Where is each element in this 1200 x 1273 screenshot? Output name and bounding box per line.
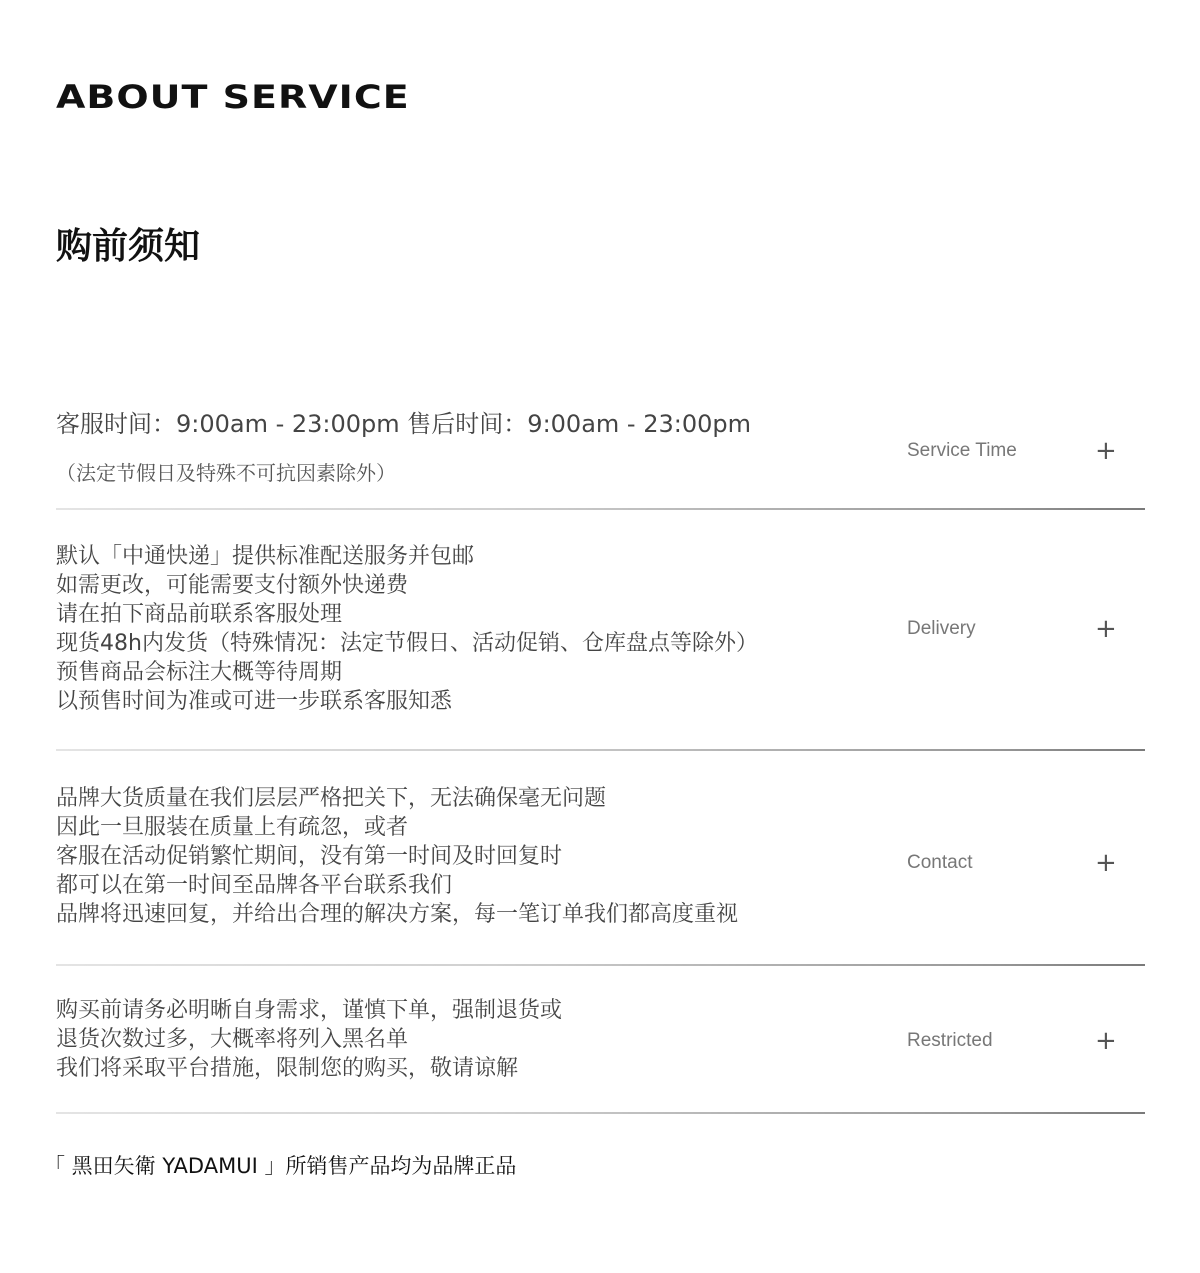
delivery-line: 预售商品会标注大概等待周期 — [56, 660, 343, 685]
page-title-cn: 购前须知 — [56, 226, 201, 267]
contact-line: 都可以在第一时间至品牌各平台联系我们 — [56, 873, 453, 898]
restricted-line: 购买前请务必明晰自身需求，谨慎下单，强制退货或 — [56, 998, 563, 1023]
restricted-body — [56, 996, 856, 1083]
contact-body — [56, 784, 856, 929]
section-restricted[interactable] — [56, 967, 1145, 1115]
section-label-restricted: Restricted — [907, 1030, 993, 1051]
service-time-body — [56, 404, 856, 486]
section-service-time[interactable] — [56, 400, 1145, 512]
section-delivery[interactable] — [56, 512, 1145, 752]
section-label-contact: Contact — [907, 852, 973, 873]
section-divider — [56, 749, 1145, 751]
plus-icon[interactable]: + — [1095, 436, 1117, 466]
section-divider — [56, 1112, 1145, 1114]
delivery-line: 如需更改，可能需要支付额外快递费 — [56, 573, 409, 598]
contact-line: 因此一旦服装在质量上有疏忽，或者 — [56, 815, 409, 840]
plus-icon[interactable]: + — [1095, 614, 1117, 644]
service-hours-note: （法定节假日及特殊不可抗因素除外） — [56, 461, 396, 485]
plus-icon[interactable]: + — [1095, 848, 1117, 878]
contact-line: 客服在活动促销繁忙期间，没有第一时间及时回复时 — [56, 844, 563, 869]
plus-icon[interactable]: + — [1095, 1026, 1117, 1056]
restricted-line: 我们将采取平台措施，限制您的购买，敬请谅解 — [56, 1056, 519, 1081]
restricted-line: 退货次数过多，大概率将列入黑名单 — [56, 1027, 409, 1052]
delivery-line: 默认「中通快递」提供标准配送服务并包邮 — [56, 544, 475, 569]
footer-brand-note: 「 黑田矢衛 YADAMUI 」所销售产品均为品牌正品 — [44, 1154, 517, 1178]
delivery-body — [56, 542, 856, 716]
section-divider — [56, 508, 1145, 510]
service-hours-text: 客服时间：9:00am - 23:00pm 售后时间：9:00am - 23:00pm — [56, 410, 751, 438]
section-label-delivery: Delivery — [907, 618, 976, 639]
section-divider — [56, 964, 1145, 966]
delivery-line: 请在拍下商品前联系客服处理 — [56, 602, 343, 627]
section-contact[interactable] — [56, 752, 1145, 967]
section-label-service-time: Service Time — [907, 440, 1017, 461]
delivery-line: 以预售时间为准或可进一步联系客服知悉 — [56, 689, 453, 714]
contact-line: 品牌大货质量在我们层层严格把关下，无法确保毫无问题 — [56, 786, 607, 811]
delivery-line: 现货48h内发货（特殊情况：法定节假日、活动促销、仓库盘点等除外） — [56, 631, 758, 656]
contact-line: 品牌将迅速回复，并给出合理的解决方案，每一笔订单我们都高度重视 — [56, 902, 739, 927]
page-title-en: ABOUT SERVICE — [56, 78, 410, 116]
